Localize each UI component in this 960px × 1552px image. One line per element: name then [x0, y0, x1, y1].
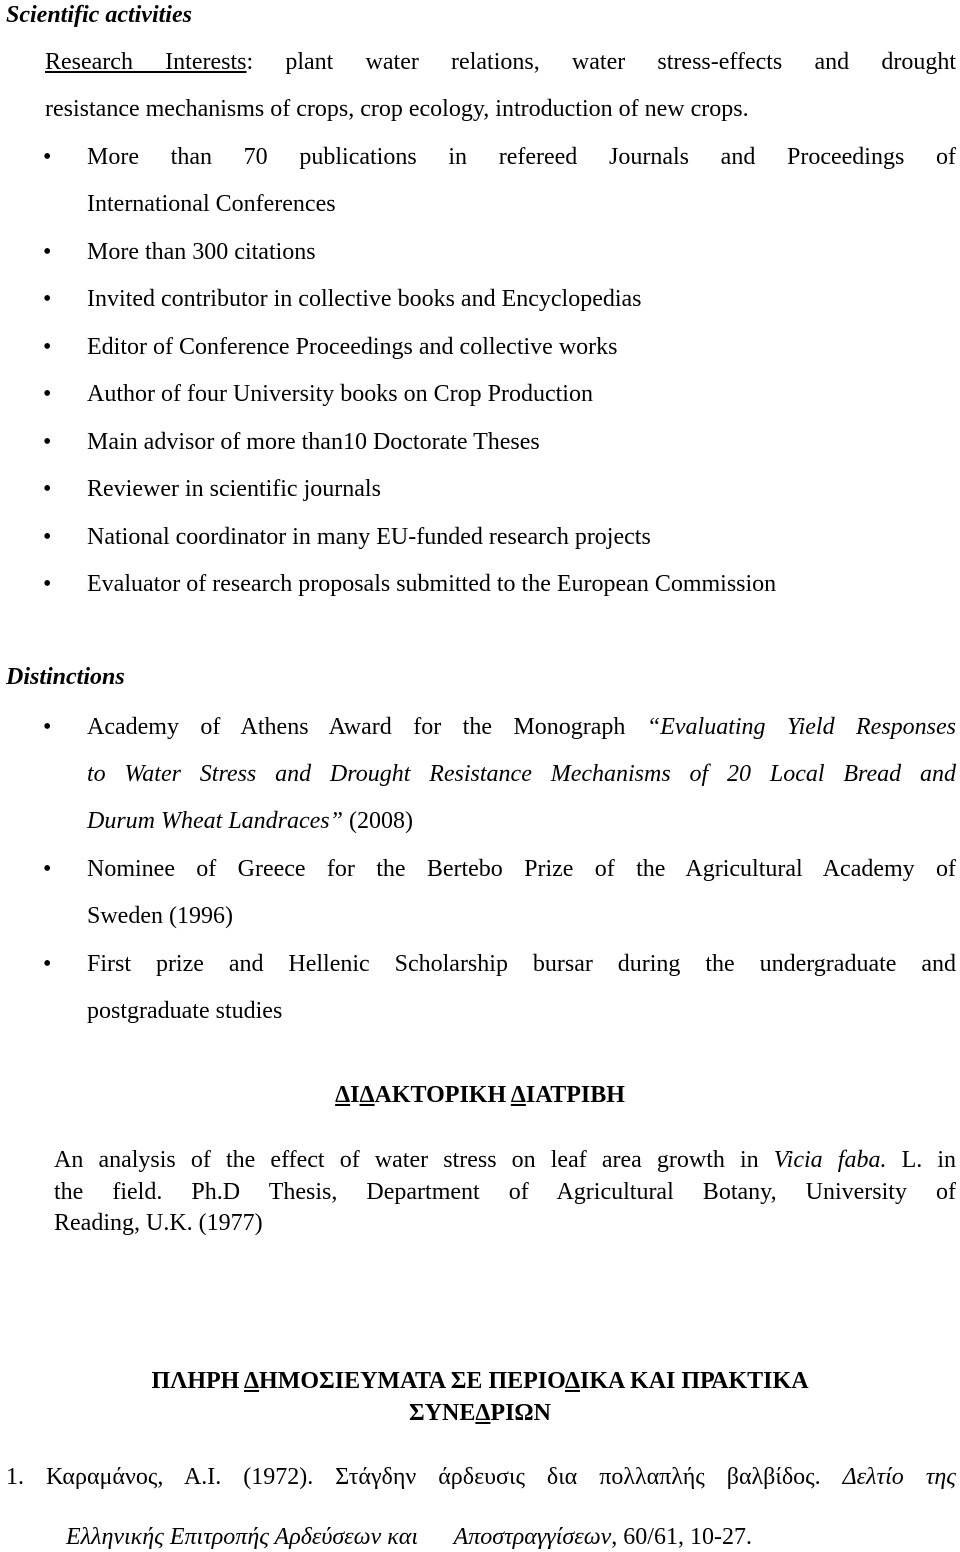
- heading-text: ΙΚΑ ΚΑΙ ΠΡΑΚΤΙΚΑ: [580, 1368, 809, 1394]
- bullet-icon: •: [43, 714, 52, 740]
- bullet-icon: •: [43, 951, 52, 977]
- research-interests-line1: [45, 47, 956, 77]
- bullet-icon: •: [43, 286, 52, 312]
- award-text: Academy of Athens Award for the Monograph: [87, 714, 647, 740]
- publication-text: 1. Καραμάνος, Α.Ι. (1972). Στάγδην άρδευσις δια πολλαπλής βαλβίδος.: [6, 1464, 843, 1490]
- award-year: (2008): [343, 808, 413, 834]
- list-item: More than 70 publications in refereed Journals and Proceedings of: [87, 144, 956, 170]
- publication-entry: [6, 1462, 956, 1492]
- thesis-line1: [54, 1145, 956, 1175]
- bullet-icon: •: [43, 571, 52, 597]
- bullet-icon: •: [43, 239, 52, 265]
- list-item: More than 300 citations: [87, 239, 316, 265]
- species-name: Vicia faba.: [773, 1147, 887, 1173]
- section-heading-scientific: Scientific activities: [6, 2, 192, 28]
- distinction-item-prize-line2: postgraduate studies: [87, 998, 283, 1024]
- list-item: Invited contributor in collective books and Encyclopedias: [87, 286, 642, 312]
- thesis-line2: the field. Ph.D Thesis, Department of Agricultural Botany, University of: [54, 1179, 956, 1205]
- bullet-icon: •: [43, 429, 52, 455]
- research-interests-label: Research Interests: [45, 49, 247, 75]
- heading-glyph: Δ: [335, 1082, 351, 1108]
- section-heading-distinctions: Distinctions: [6, 664, 125, 690]
- list-item: Evaluator of research proposals submitted to the European Commission: [87, 571, 777, 597]
- distinction-item-award: [87, 712, 956, 742]
- heading-text: ΗΜΟΣΙΕΥΜΑΤΑ ΣΕ ΠΕΡΙΟ: [259, 1368, 565, 1394]
- heading-text: ΣΥΝΕ: [409, 1400, 476, 1426]
- distinction-item-nominee-line2: Sweden (1996): [87, 903, 233, 929]
- research-interests-text: plant water relations, water stress-effects and drought: [253, 49, 956, 75]
- bullet-icon: •: [43, 334, 52, 360]
- list-item-continuation: International Conferences: [87, 191, 336, 217]
- heading-glyph: Δ: [564, 1368, 581, 1394]
- distinction-item-award-line2: to Water Stress and Drought Resistance Mechanisms of 20 Local Bread and: [87, 761, 956, 787]
- heading-text: ΡΙΩΝ: [490, 1400, 551, 1426]
- thesis-heading: [0, 1080, 960, 1110]
- journal-name: Ελληνικής Επιτροπής Αρδεύσεων και Αποστραγγίσεων: [66, 1524, 612, 1550]
- heading-glyph: Δ: [475, 1400, 491, 1426]
- publication-entry-line2: [54, 1492, 752, 1552]
- research-interests-line2: resistance mechanisms of crops, crop ecology, introduction of new crops.: [45, 96, 749, 122]
- list-item: Reviewer in scientific journals: [87, 476, 381, 502]
- distinction-item-nominee: Nominee of Greece for the Bertebo Prize of the Agricultural Academy of: [87, 856, 956, 882]
- distinction-item-prize: First prize and Hellenic Scholarship bursar during the undergraduate and: [87, 951, 956, 977]
- list-item: Editor of Conference Proceedings and collective works: [87, 334, 618, 360]
- thesis-text: L. in: [886, 1147, 957, 1173]
- thesis-text: An analysis of the effect of water stress on leaf area growth in: [54, 1147, 774, 1173]
- list-item: Main advisor of more than10 Doctorate Theses: [87, 429, 540, 455]
- bullet-icon: •: [43, 524, 52, 550]
- heading-glyph: Δ: [244, 1368, 260, 1394]
- bullet-icon: •: [43, 476, 52, 502]
- publication-pages: , 60/61, 10-27.: [611, 1524, 752, 1550]
- heading-text: ΙΑΤΡΙΒΗ: [525, 1082, 625, 1108]
- bullet-icon: •: [43, 144, 52, 170]
- journal-name: Δελτίο της: [842, 1464, 956, 1490]
- heading-text: ΠΛΗΡΗ: [151, 1368, 244, 1394]
- bullet-icon: •: [43, 856, 52, 882]
- thesis-line3: Reading, U.K. (1977): [54, 1210, 263, 1236]
- research-colon: :: [246, 49, 254, 75]
- heading-glyph: Ι: [350, 1082, 360, 1108]
- heading-glyph: Δ: [510, 1082, 526, 1108]
- heading-glyph: Δ: [359, 1082, 375, 1108]
- monograph-title: “Evaluating Yield Responses: [646, 714, 957, 740]
- publications-heading-line2: [0, 1398, 960, 1428]
- list-item: Author of four University books on Crop Production: [87, 381, 593, 407]
- bullet-icon: •: [43, 381, 52, 407]
- heading-text: ΑΚΤΟΡΙΚΗ: [374, 1082, 511, 1108]
- list-item: National coordinator in many EU-funded research projects: [87, 524, 651, 550]
- monograph-title-end: Durum Wheat Landraces”: [87, 808, 343, 834]
- distinction-item-award-line3: [87, 806, 413, 836]
- publications-heading-line1: [0, 1366, 960, 1396]
